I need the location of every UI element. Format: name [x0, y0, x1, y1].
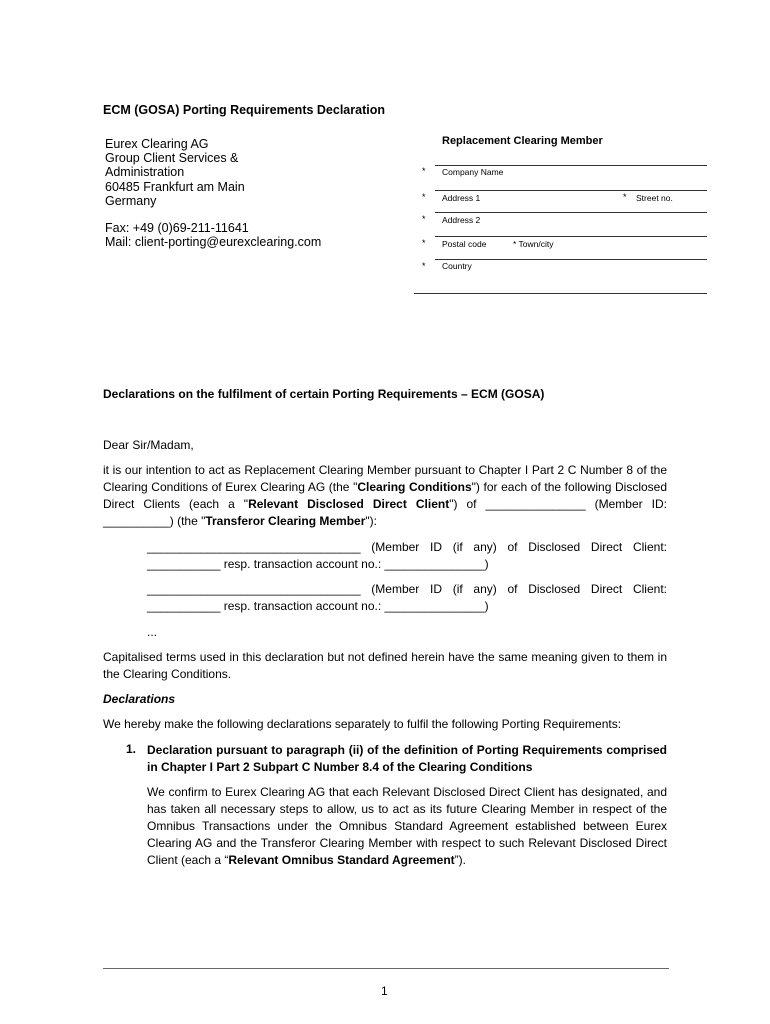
section-heading: Declarations on the fulfilment of certain Porting Requirements – ECM (GOSA): [103, 387, 545, 401]
item1-heading: Declaration pursuant to paragraph (ii) of the definition of Porting Requirements comprised in Chapter I Part 2 Subpart C Number 8.4 of the Clearing Conditions: [147, 743, 667, 774]
intro-term: Relevant Disclosed Direct Client: [248, 497, 450, 511]
item-number: 1.: [126, 742, 137, 756]
intro-text: it is our intention to act as Replacement Clearing Member pursuant to Chapter I Part 2 C Number 8 of the Clearing Conditions of Eurex Clearing AG (the ": [103, 463, 667, 494]
document-title: ECM (GOSA) Porting Requirements Declaration: [103, 103, 385, 117]
form-rule: [435, 190, 707, 191]
item1-text: We confirm to Eurex Clearing AG that each Relevant Disclosed Direct Client has designated, and has taken all necessary steps to allow, us to act as its future Clearing Member in respect of the Omnibus Transactions under the Omnibus Standard Agreement established between Eurex Clearing AG and the Transferor Clearing Member with respect to such Relevant Disclosed Direct Client (each a “: [147, 785, 667, 867]
client-entry: ________________________________ (Member ID (if any) of Disclosed Direct Client: ___________ resp. transaction account no.: _______________): [147, 540, 667, 571]
fax-number: Fax: +49 (0)69-211-11641: [105, 221, 249, 235]
page-number: 1: [381, 984, 388, 998]
required-mark: *: [422, 261, 426, 271]
salutation: Dear Sir/Madam,: [103, 438, 194, 452]
footer-rule: [103, 968, 669, 969]
item1-term: Relevant Omnibus Standard Agreement: [228, 853, 455, 867]
form-rule: [435, 165, 707, 166]
capitalised-terms-paragraph: Capitalised terms used in this declaration but not defined herein have the same meaning given to them in the Clearing Conditions.: [103, 650, 667, 681]
item1-paragraph: [147, 784, 667, 869]
address-line: Administration: [105, 165, 185, 180]
contact-block: [105, 221, 321, 249]
form-rule: [435, 259, 707, 260]
company-name-field[interactable]: Company Name: [442, 167, 504, 177]
address-line: Group Client Services &: [105, 151, 239, 166]
intro-term: Clearing Conditions: [357, 480, 472, 494]
required-mark: *: [422, 166, 426, 176]
street-no-field[interactable]: Street no.: [636, 193, 673, 203]
intro-paragraph: [103, 462, 667, 530]
client-entry: ________________________________ (Member ID (if any) of Disclosed Direct Client: ___________ resp. transaction account no.: _______________): [147, 582, 667, 613]
form-rule: [435, 236, 707, 237]
mail-address: Mail: client-porting@eurexclearing.com: [105, 235, 322, 250]
intro-text: "):: [365, 514, 377, 528]
form-title: Replacement Clearing Member: [442, 135, 603, 147]
address-line: Eurex Clearing AG: [105, 137, 209, 151]
intro-text: ") for each of the following Disclosed Direct Clients (each a ": [103, 480, 668, 511]
address1-field[interactable]: Address 1: [442, 193, 481, 203]
ellipsis: ...: [147, 625, 158, 639]
address-line: 60485 Frankfurt am Main: [105, 179, 245, 194]
required-mark: *: [422, 192, 426, 202]
address-line: Germany: [105, 193, 157, 208]
intro-text: ") of _______________ (Member ID: __________) (the ": [103, 497, 668, 528]
form-bottom-rule: [414, 293, 707, 294]
required-mark: *: [623, 192, 627, 202]
country-field[interactable]: Country: [442, 261, 472, 271]
required-mark: *: [422, 214, 426, 224]
declarations-intro: We hereby make the following declarations separately to fulfil the following Porting Requirements:: [103, 717, 622, 731]
item1-text: ”).: [454, 853, 466, 867]
intro-term: Transferor Clearing Member: [205, 514, 366, 528]
declarations-heading: Declarations: [103, 692, 176, 706]
town-city-field[interactable]: * Town/city: [513, 239, 554, 249]
recipient-address: [105, 137, 245, 208]
postal-code-field[interactable]: Postal code: [442, 239, 487, 249]
required-mark: *: [422, 238, 426, 248]
form-rule: [435, 212, 707, 213]
address2-field[interactable]: Address 2: [442, 215, 481, 225]
